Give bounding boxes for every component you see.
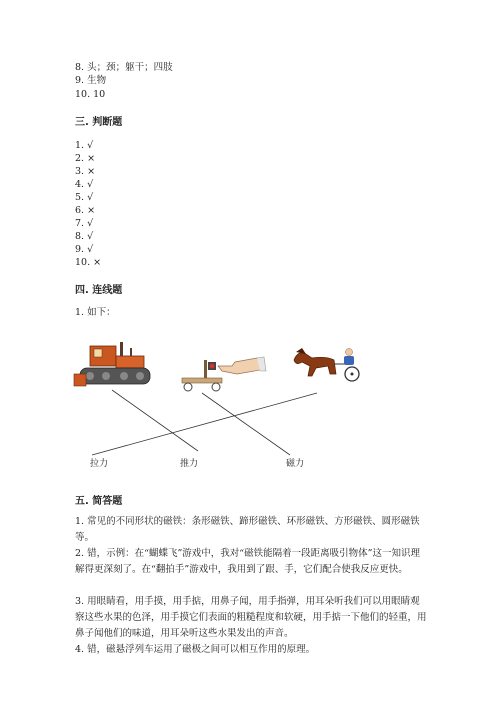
section-3-heading: 三. 判断题 <box>75 117 123 128</box>
short-answer: 1. 常见的不同形状的磁铁：条形磁铁、蹄形磁铁、环形磁铁、方形磁铁、圆形磁铁等。 <box>75 516 420 543</box>
judgement-item: 8. √ <box>75 231 94 242</box>
answer-lines <box>92 390 317 455</box>
judgement-item: 6. × <box>75 205 96 216</box>
judgement-item: 2. × <box>75 153 96 164</box>
judgement-item: 4. √ <box>75 179 94 190</box>
judgement-item: 5. √ <box>75 192 94 203</box>
answer-line: 10. 10 <box>75 89 106 100</box>
answer-line: 8. 头；颈；躯干；四肢 <box>75 62 173 73</box>
cart-icon <box>182 360 222 391</box>
link-cart-push <box>202 393 290 455</box>
link-tractor-pull <box>112 390 198 451</box>
matching-intro: 1. 如下： <box>75 307 116 318</box>
link-horse-pull <box>92 393 317 455</box>
short-answer: 2. 错，示例：在“蝴蝶飞”游戏中，我对“磁铁能隔着一段距离吸引物体”这一知识理解得更深刻了。在“翻拍手”游戏中，我用到了跟、手，它们配合使我反应更快。 <box>75 548 421 575</box>
judgement-item: 3. × <box>75 166 96 177</box>
horse-cart-icon <box>294 348 359 381</box>
matching-diagram <box>72 338 372 473</box>
section-4-heading: 四. 连线题 <box>75 285 123 296</box>
section-5-heading: 五. 简答题 <box>75 496 123 507</box>
matching-figure <box>72 338 372 473</box>
label-push: 推力 <box>180 459 199 469</box>
label-pull: 拉力 <box>90 459 109 469</box>
answer-line: 9. 生物 <box>75 75 107 86</box>
judgement-item: 9. √ <box>75 244 94 255</box>
judgement-item: 1. √ <box>75 140 94 151</box>
hand-icon <box>218 357 266 374</box>
short-answer: 4. 错，磁悬浮列车运用了磁极之间可以相互作用的原理。 <box>75 644 316 655</box>
judgement-item: 10. × <box>75 257 102 268</box>
judgement-item: 7. √ <box>75 218 94 229</box>
tractor-icon <box>74 342 150 386</box>
label-magnetic: 磁力 <box>286 459 305 469</box>
short-answer: 3. 用眼睛看，用手摸，用手掂，用鼻子闻，用手指弹，用耳朵听我们可以用眼睛观察这些水果的色泽，用手摸它们表面的粗糙程度和软硬，用手掂一下他们的轻重，用鼻子闻他们的味道，用耳朵听这些水果发出的声音。 <box>75 596 427 639</box>
